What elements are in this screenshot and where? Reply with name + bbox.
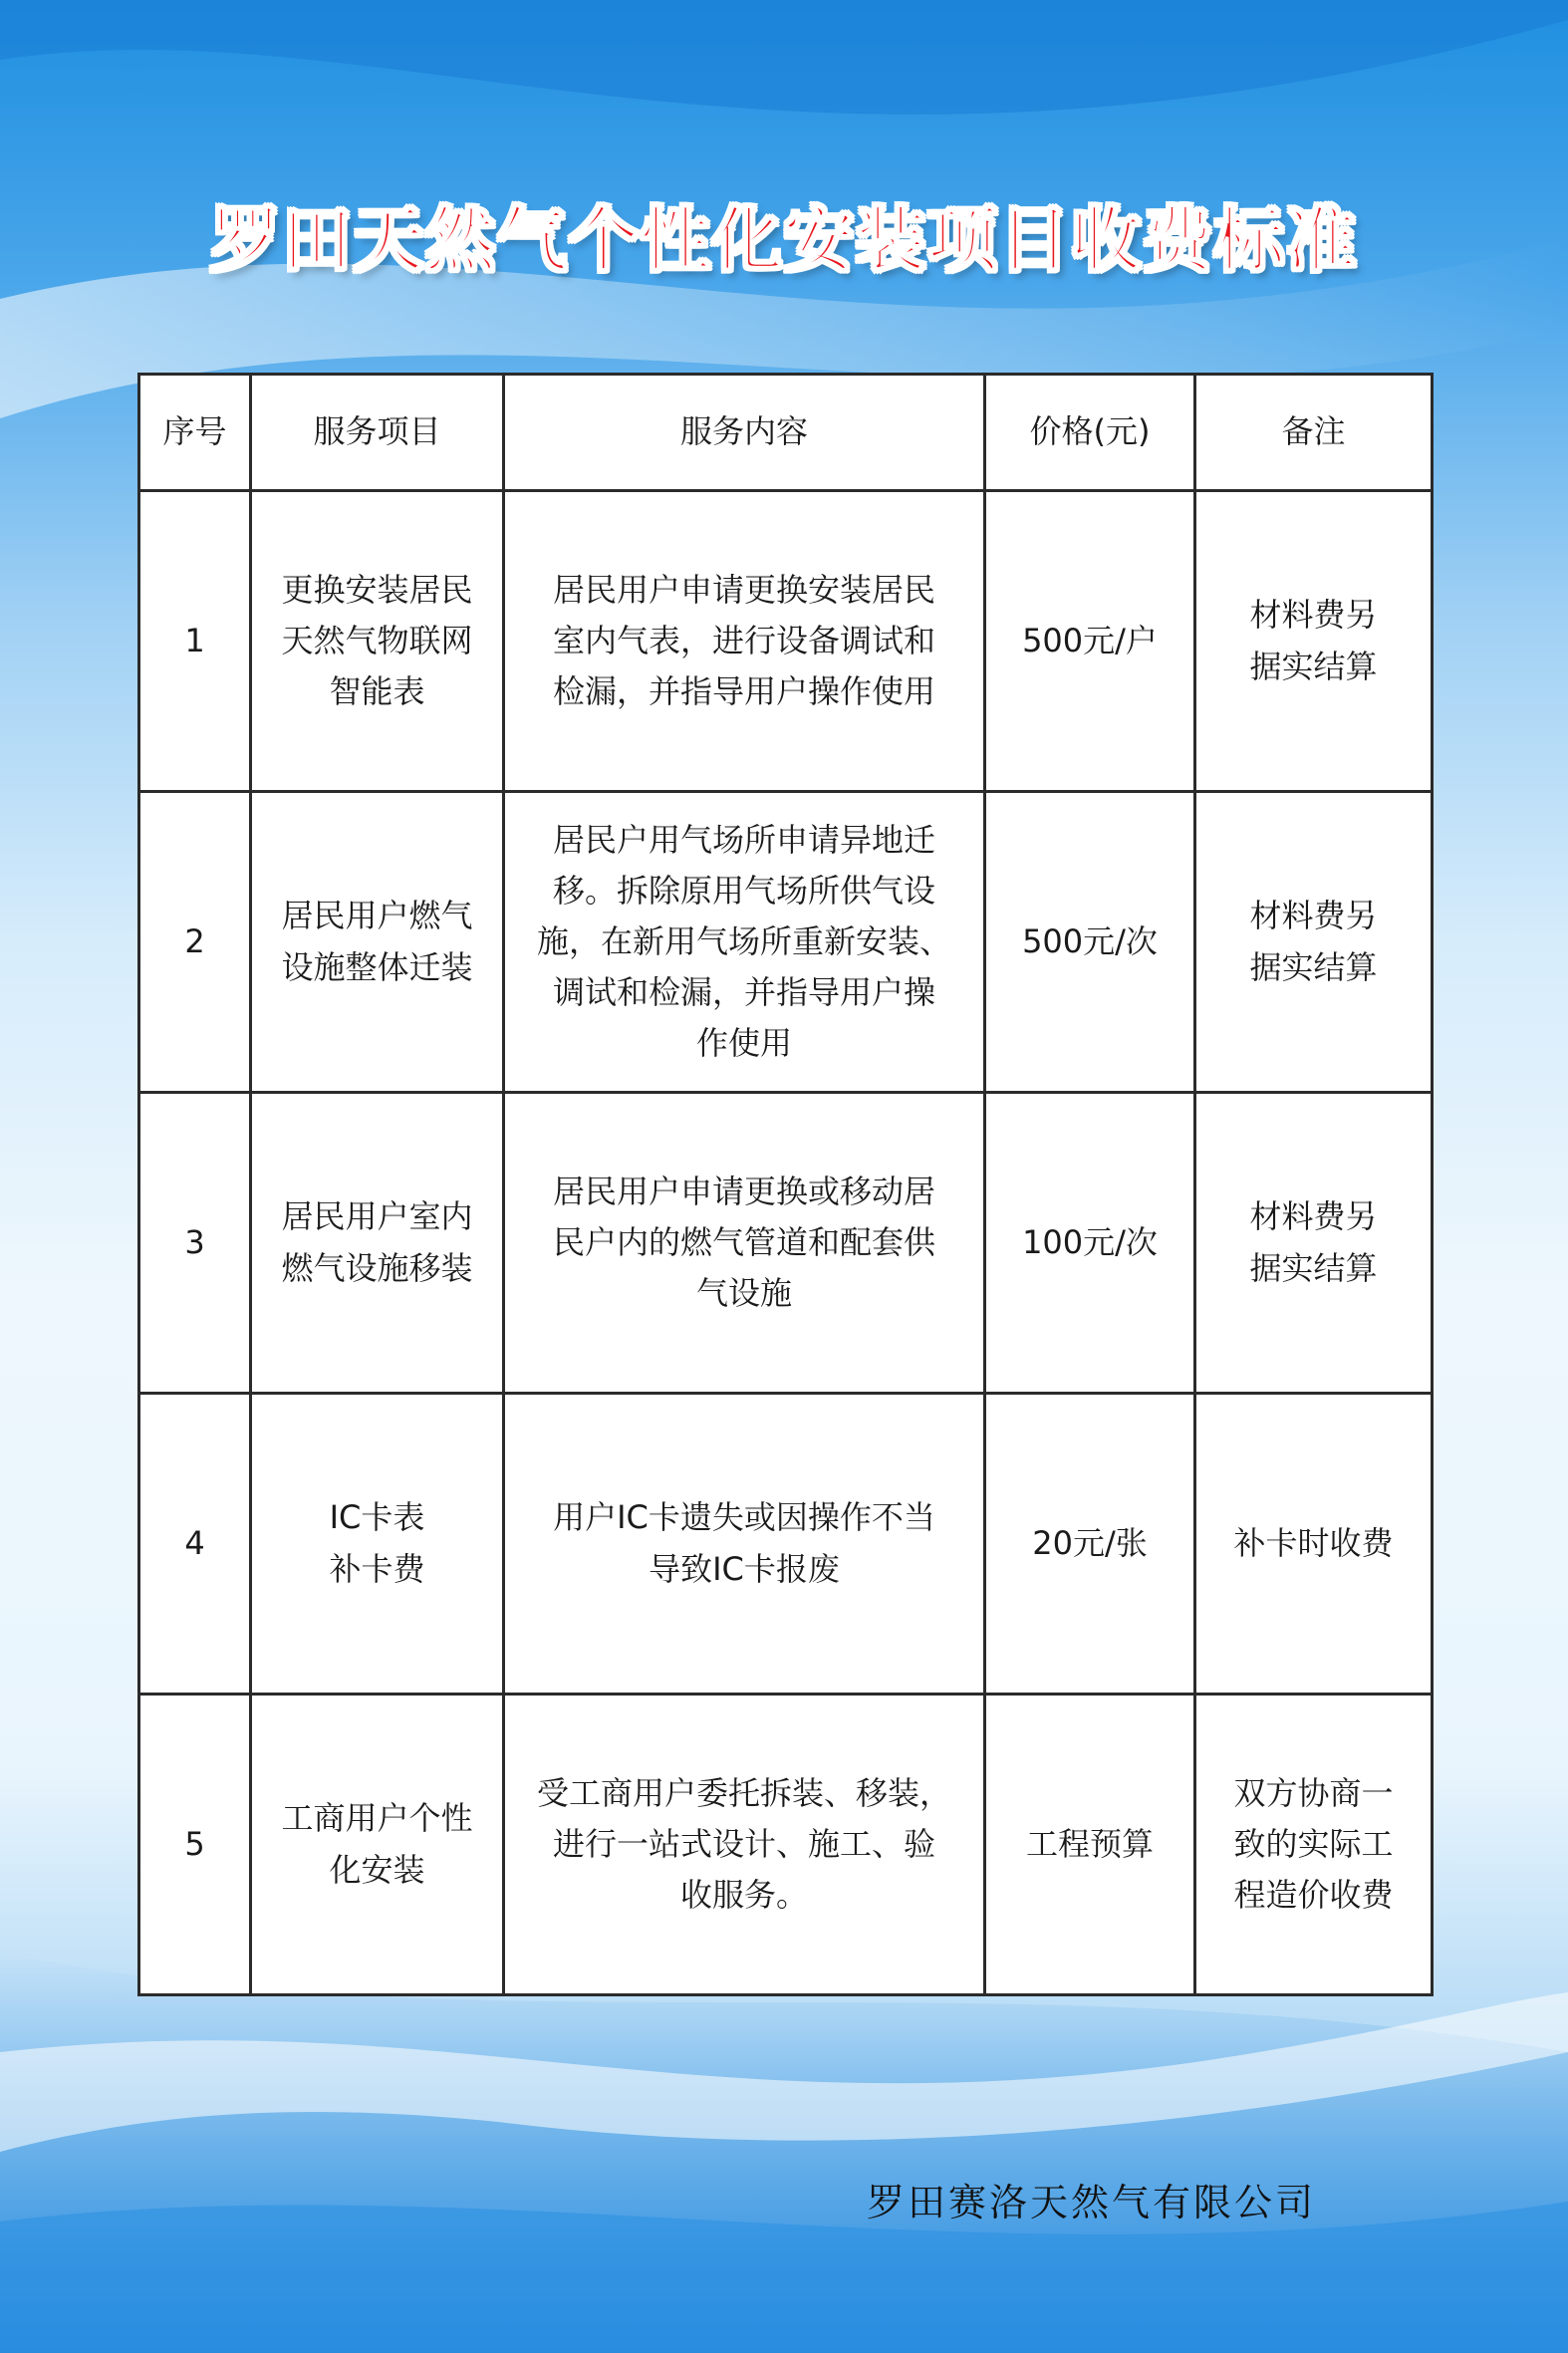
row-remark: 补卡时收费 — [1233, 1523, 1394, 1562]
header-item: 服务项目 — [251, 375, 504, 491]
header-price: 价格(元) — [985, 375, 1195, 491]
row-price: 20元/张 — [985, 1394, 1195, 1695]
table-row — [139, 491, 1433, 792]
row-content: 居民用户申请更换或移动居 民户内的燃气管道和配套供 气设施 — [552, 1172, 935, 1313]
row-item: 居民用户室内 燃气设施移装 — [281, 1197, 473, 1287]
fee-table — [137, 373, 1434, 1996]
row-seq: 5 — [139, 1695, 251, 1995]
header-content: 服务内容 — [504, 375, 985, 491]
row-remark: 材料费另 据实结算 — [1249, 596, 1378, 685]
table-header-row — [139, 375, 1433, 491]
row-remark: 材料费另 据实结算 — [1249, 1197, 1378, 1287]
row-item: IC卡表 补卡费 — [329, 1498, 425, 1588]
row-item: 更换安装居民 天然气物联网 智能表 — [281, 570, 473, 711]
row-price: 500元/次 — [985, 792, 1195, 1093]
row-seq: 2 — [139, 792, 251, 1093]
row-item: 居民用户燃气 设施整体迁装 — [281, 897, 473, 986]
company-name: 罗田赛洛天然气有限公司 — [867, 2181, 1317, 2224]
row-content: 受工商用户委托拆装、移装， 进行一站式设计、施工、验 收服务。 — [536, 1773, 951, 1915]
table-row — [139, 1394, 1433, 1695]
row-remark: 材料费另 据实结算 — [1249, 897, 1378, 986]
row-price: 500元/户 — [985, 491, 1195, 792]
row-seq: 4 — [139, 1394, 251, 1695]
table-row — [139, 792, 1433, 1093]
row-remark: 双方协商一 致的实际工 程造价收费 — [1233, 1773, 1394, 1915]
header-remark: 备注 — [1195, 375, 1433, 491]
row-content: 居民户用气场所申请异地迁 移。拆除原用气场所供气设 施，在新用气场所重新安装、 调试和检漏，并指导用户操 作使用 — [536, 820, 951, 1063]
row-content: 居民用户申请更换安装居民 室内气表，进行设备调试和 检漏，并指导用户操作使用 — [552, 570, 935, 711]
table-row — [139, 1695, 1433, 1995]
row-item: 工商用户个性 化安装 — [281, 1799, 473, 1889]
row-price: 100元/次 — [985, 1093, 1195, 1394]
page-title: 罗田天然气个性化安装项目收费标准 — [210, 198, 1358, 281]
row-price: 工程预算 — [985, 1695, 1195, 1995]
row-seq: 1 — [139, 491, 251, 792]
row-content: 用户IC卡遗失或因操作不当 导致IC卡报废 — [553, 1498, 935, 1588]
table-row — [139, 1093, 1433, 1394]
header-seq: 序号 — [139, 375, 251, 491]
row-seq: 3 — [139, 1093, 251, 1394]
